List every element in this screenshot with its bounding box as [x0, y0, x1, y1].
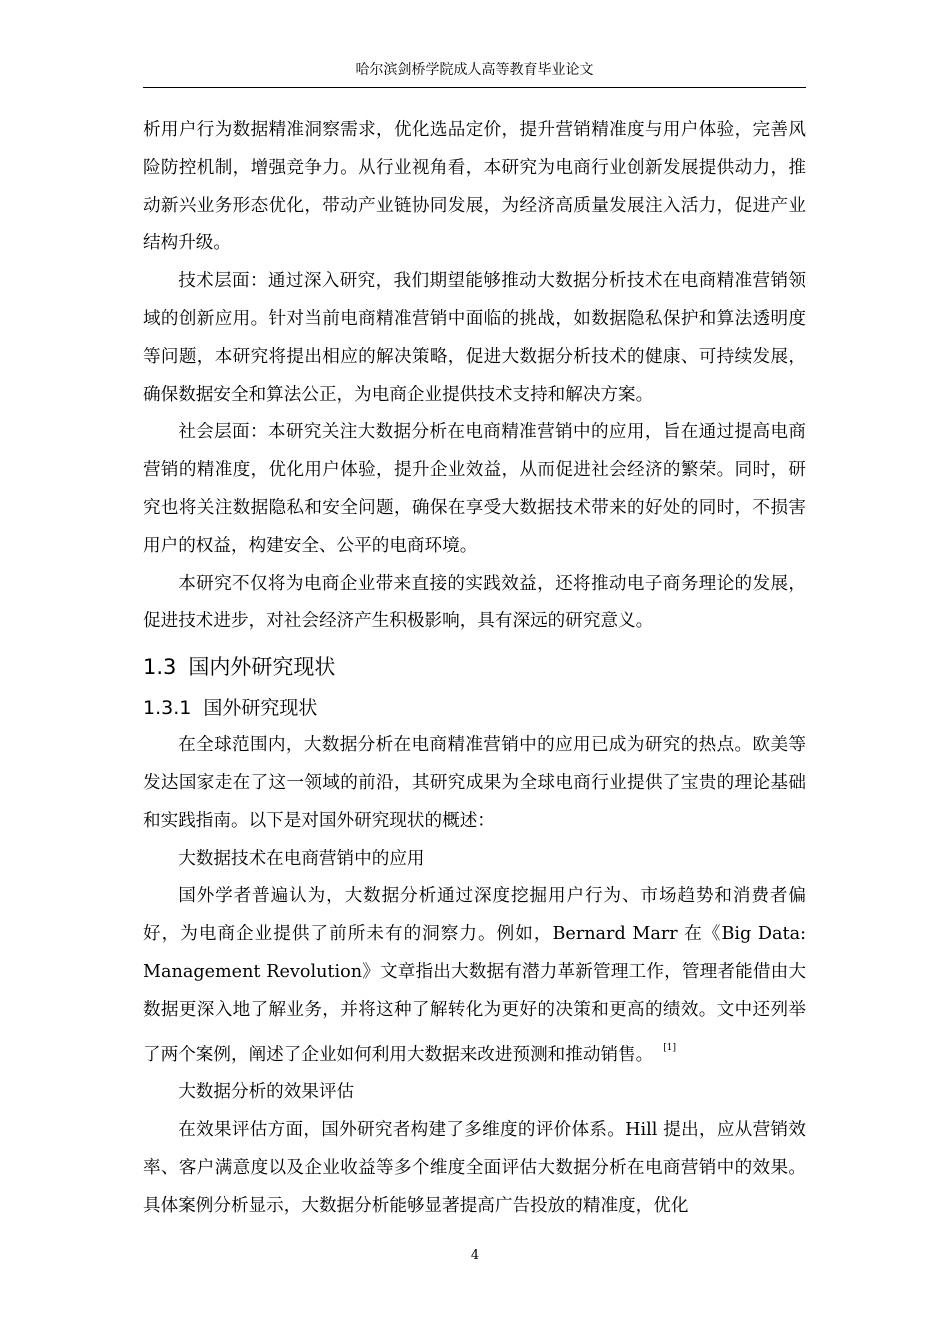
- paragraph-hill: 在效果评估方面，国外研究者构建了多维度的评价体系。Hill 提出，应从营销效率、客户满意度以及企业收益等多个维度全面评估大数据分析在电商营销中的效果。具体案例分析显示，大数据分析能够显著提高广告投放的精准度，优化: [143, 1120, 806, 1216]
- page-number: 4: [470, 1248, 480, 1263]
- section-title: 国内外研究现状: [188, 655, 336, 680]
- page-body: [143, 112, 806, 1226]
- paragraph-marr: [143, 878, 806, 1074]
- subsection-heading-1-3-1: [143, 691, 806, 725]
- section-heading-1-3: [143, 649, 806, 685]
- paragraph-continued: 析用户行为数据精准洞察需求，优化选品定价，提升营销精准度与用户体验，完善风险防控机制，增强竞争力。从行业视角看，本研究为电商行业创新发展提供动力，推动新兴业务形态优化，带动产业链协同发展，为经济高质量发展注入活力，促进产业结构升级。: [143, 120, 806, 254]
- subsection-title: 国外研究现状: [203, 697, 318, 720]
- citation-ref[interactable]: [1]: [663, 1042, 676, 1053]
- paragraph-significance: 本研究不仅将为电商企业带来直接的实践效益，还将推动电子商务理论的发展，促进技术进步，对社会经济产生积极影响，具有深远的研究意义。: [143, 573, 806, 632]
- page-header: 哈尔滨剑桥学院成人高等教育毕业论文: [355, 62, 594, 78]
- paragraph-social-level: 社会层面：本研究关注大数据分析在电商精准营销中的应用，旨在通过提高电商营销的精准度，优化用户体验，提升企业效益，从而促进社会经济的繁荣。同时，研究也将关注数据隐私和安全问题，确保在享受大数据技术带来的好处的同时，不损害用户的权益，构建安全、公平的电商环境。: [143, 422, 806, 556]
- section-number: 1.3: [143, 655, 177, 680]
- paragraph-technical-level: 技术层面：通过深入研究，我们期望能够推动大数据分析技术在电商精准营销领域的创新应用。针对当前电商精准营销中面临的挑战，如数据隐私保护和算法透明度等问题，本研究将提出相应的解决策略，促进大数据分析技术的健康、可持续发展，确保数据安全和算法公正，为电商企业提供技术支持和解决方案。: [143, 271, 806, 405]
- paragraph-marr-text: 国外学者普遍认为，大数据分析通过深度挖掘用户行为、市场趋势和消费者偏好，为电商企业提供了前所未有的洞察力。例如，Bernard Marr 在《Big Data: Management Revolution》文章指出大数据有潜力革新管理工作，管理者能借由大数据更深入地了解业务，并将这种了解转化为更好的决策和更高的绩效。文中还列举了两个案例，阐述了企业如何利用大数据来改进预测和推动销售。: [143, 886, 806, 1065]
- header-divider: [143, 87, 806, 88]
- paragraph-foreign-intro: 在全球范围内，大数据分析在电商精准营销中的应用已成为研究的热点。欧美等发达国家走在了这一领域的前沿，其研究成果为全球电商行业提供了宝贵的理论基础和实践指南。以下是对国外研究现状的概述：: [143, 735, 806, 831]
- topic-label-application: 大数据技术在电商营销中的应用: [178, 848, 425, 869]
- subsection-number: 1.3.1: [143, 697, 192, 720]
- topic-label-evaluation: 大数据分析的效果评估: [178, 1082, 355, 1103]
